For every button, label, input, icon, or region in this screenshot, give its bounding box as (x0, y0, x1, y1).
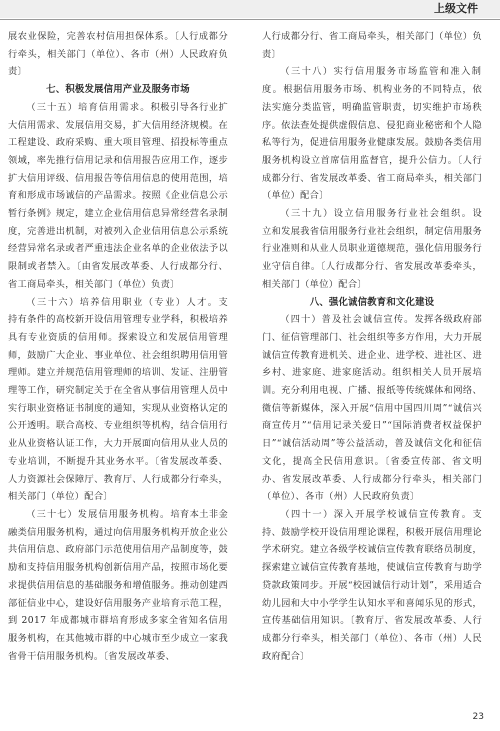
clause-lead: （四十）普及社会诚信宣传。 (280, 314, 415, 326)
section-label: 上级文件 (434, 2, 478, 15)
body-paragraph (262, 63, 482, 205)
clause-text: 支持有条件的高校新开设信用管理专业学科，积极培养具有专业资质的信用师。探索设立和发展信用管理师，鼓励广大企业、事业单位、社会组织聘用信用管理师。建立并规范信用管理师的培训、发证、注册管理等工作，研究制定关于在全省从事信用管理人员中实行职业资格证书制度的通知，实现从业资格认定的公开透明。联合高校、专业组织等机构，结合信用行业从业资格认证工作，大力开展面向信用从业人员的专业培训，不断提升其业务水平。〔省发展改革委、人力资源社会保障厅、教育厅、人行成都分行牵头，相关部门（单位）配合〕 (8, 296, 228, 503)
clause-lead: （三十八）实行信用服务市场监管和准入制度。 (262, 66, 482, 96)
clause-lead: （三十九）设立信用服务行业社会组织。 (280, 208, 473, 220)
header-rule (0, 19, 500, 20)
clause-text: 培育本土非金融类信用服务机构，通过向信用服务机构开放企业公共信用信息、政府部门示范使用信用产品制度等，鼓励和支持信用服务机构创新信用产品，按照市场化要求提供信用信息的基础服务和增值服务。推动创建西部征信业中心，建设好信用服务产业培育示范工程，到 2017 年成都城市群培育形成多家全省知名信用服务机构，在其他城市群的中心城市至少成立一家我省骨干信用服务机构。〔省发展改革委、 (8, 508, 228, 662)
clause-text: 设立和发展我省信用服务行业社会组织，制定信用服务行业准则和从业人员职业道德规范，强化信用服务行业守信自律。〔人行成都分行、省发展改革委牵头，相关部门（单位）配合〕 (262, 208, 482, 290)
clause-text: 积极引导各行业扩大信用需求、发展信用交易，扩大信用经济规模。在工程建设、政府采购、重大项目管理、招投标等重点领域，率先推行信用记录和信用报告应用工作，逐步扩大信用评级、信用报告等信用信息的使用范围，培育和形成市场诚信的产品需求。按照《企业信息公示暂行条例》规定，建立企业信用信息异常经营名录制度，完善进出机制，对被列入企业信用信息公示系统经营异常名录或者严重违法企业名单的企业依法予以限制或者禁入。〔由省发展改革委、人行成都分行、省工商局牵头，相关部门（单位）负责〕 (8, 101, 228, 290)
clause-lead: （三十六）培养信用职业（专业）人才。 (26, 296, 219, 308)
clause-lead: （三十五）培育信用需求。 (26, 101, 151, 113)
clause-text: 支持、鼓励学校开设信用理论课程，积极开展信用理论学术研究。建立各级学校诚信宣传教育联络员制度，探索建立诚信宣传教育基地，使诚信宣传教育与助学贷款政策同步。开展“校园诚信行动计划”，采用适合幼儿园和大中小学学生认知水平和喜闻乐见的形式，宣传基础信用知识。〔教育厅、省发展改革委、人行成都分行牵头，相关部门（单位）、各市（州）人民政府配合〕 (262, 508, 482, 662)
clause-text: 根据信用服务市场、机构业务的不同特点，依法实施分类监管，明确监管职责，切实维护市场秩序。依法查处提供虚假信息、侵犯商业秘密和个人隐私等行为，促进信用服务业健康发展。鼓励各类信用服务机构设立首席信用监督官，提升公信力。〔人行成都分行、省发展改革委、省工商局牵头，相关部门（单位）配合〕 (262, 84, 482, 202)
body-paragraph (262, 28, 482, 63)
header-bar (0, 0, 500, 18)
clause-text: 发挥各级政府部门、征信管理部门、社会组织等多方作用，大力开展诚信宣传教育进机关、进企业、进学校、进社区、进乡村、进家庭、进家庭活动。组织相关人员开展培训。充分利用电视、广播、报纸等传统媒体和网络、微信等新媒体，深入开展“信用中国四川周”“诚信兴商宣传月”“信用记录关爱日”“国际消费者权益保护日”“诚信活动周”等公益活动，普及诚信文化和征信文化，提高全民信用意识。〔省委宣传部、省文明办、省发展改革委、人行成都分行牵头，相关部门（单位）、各市（州）人民政府负责〕 (262, 314, 482, 503)
clause-text: 展农业保险，完善农村信用担保体系。〔人行成都分行牵头，相关部门（单位）、各市（州）人民政府负责〕 (8, 31, 228, 78)
body-paragraph (262, 506, 482, 665)
page-number: 23 (472, 712, 484, 722)
clause-lead: （三十七）发展信用服务机构。 (26, 508, 171, 520)
right-column (262, 28, 482, 708)
section-heading: 八、强化诚信教育和文化建设 (309, 296, 435, 308)
body-paragraph (262, 205, 482, 294)
body-paragraph (8, 506, 228, 665)
left-column (8, 28, 228, 708)
body-paragraph (8, 294, 228, 506)
body-paragraph (8, 28, 228, 81)
clause-text: 人行成都分行、省工商局牵头，相关部门（单位）负责〕 (262, 31, 482, 60)
body-paragraph (262, 311, 482, 506)
clause-lead: （四十一）深入开展学校诚信宣传教育。 (280, 508, 473, 520)
body-paragraph (8, 99, 228, 294)
section-heading: 七、积极发展信用产业及服务市场 (46, 84, 190, 96)
